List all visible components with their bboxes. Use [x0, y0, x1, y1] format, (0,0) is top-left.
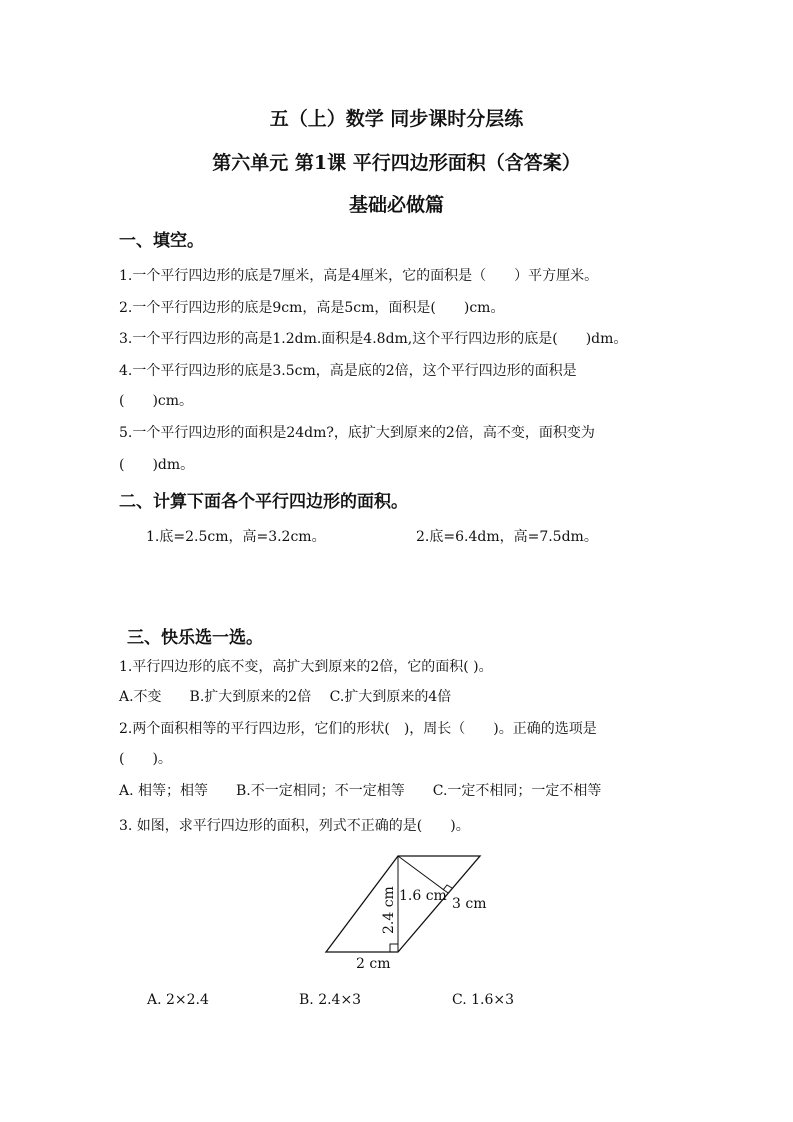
fill-question-4-cont: ( )cm。: [119, 393, 194, 409]
height-1-6-label: 1.6 cm: [399, 888, 447, 904]
choice-question-3: 3. 如图，求平行四边形的面积，列式不正确的是( )。: [119, 818, 470, 834]
side-3-label: 3 cm: [452, 896, 487, 912]
page-title: 五（上）数学 同步课时分层练: [269, 108, 524, 130]
choice-3-option-b: B. 2.4×3: [299, 992, 362, 1008]
fill-question-5-cont: ( )dm。: [119, 457, 195, 473]
section3-heading: 三、快乐选一选。: [127, 628, 263, 648]
choice-3-option-a: A. 2×2.4: [147, 992, 209, 1008]
level-title: 基础必做篇: [348, 194, 444, 216]
lesson-title: 第六单元 第1课 平行四边形面积（含答案）: [212, 152, 581, 174]
base-2-label: 2 cm: [356, 956, 391, 972]
fill-question-3: 3.一个平行四边形的高是1.2dm.面积是4.8dm,这个平行四边形的底是( )dm。: [119, 331, 628, 347]
choice-3-option-c: C. 1.6×3: [452, 992, 515, 1008]
choice-question-1: 1.平行四边形的底不变，高扩大到原来的2倍，它的面积( )。: [119, 659, 493, 675]
fill-question-2: 2.一个平行四边形的底是9cm，高是5cm，面积是( )cm。: [119, 300, 505, 316]
height-2-4-label: 2.4 cm: [381, 886, 397, 934]
section2-heading: 二、计算下面各个平行四边形的面积。: [119, 492, 408, 512]
section1-heading: 一、填空。: [119, 231, 204, 251]
choice-question-1-options: A.不变 B.扩大到原来的2倍 C.扩大到原来的4倍: [119, 689, 452, 705]
fill-question-1: 1.一个平行四边形的底是7厘米，高是4厘米，它的面积是（ ）平方厘米。: [119, 268, 599, 284]
fill-question-5: 5.一个平行四边形的面积是24dm?，底扩大到原来的2倍，高不变，面积变为: [119, 425, 595, 441]
choice-question-2: 2.两个面积相等的平行四边形，它们的形状( )，周长（ )。正确的选项是: [119, 721, 597, 737]
choice-question-2-options: A. 相等；相等 B.不一定相同；不一定相等 C.一定不相同；一定不相等: [119, 783, 602, 799]
calc-question-1: 1.底=2.5cm，高=3.2cm。: [146, 529, 326, 545]
calc-question-2: 2.底=6.4dm，高=7.5dm。: [416, 529, 598, 545]
parallelogram-figure: [318, 846, 493, 976]
choice-question-2-cont: ( )。: [119, 751, 172, 767]
right-angle-mark-bottom: [390, 944, 398, 952]
fill-question-4: 4.一个平行四边形的底是3.5cm，高是底的2倍，这个平行四边形的面积是: [119, 363, 577, 379]
